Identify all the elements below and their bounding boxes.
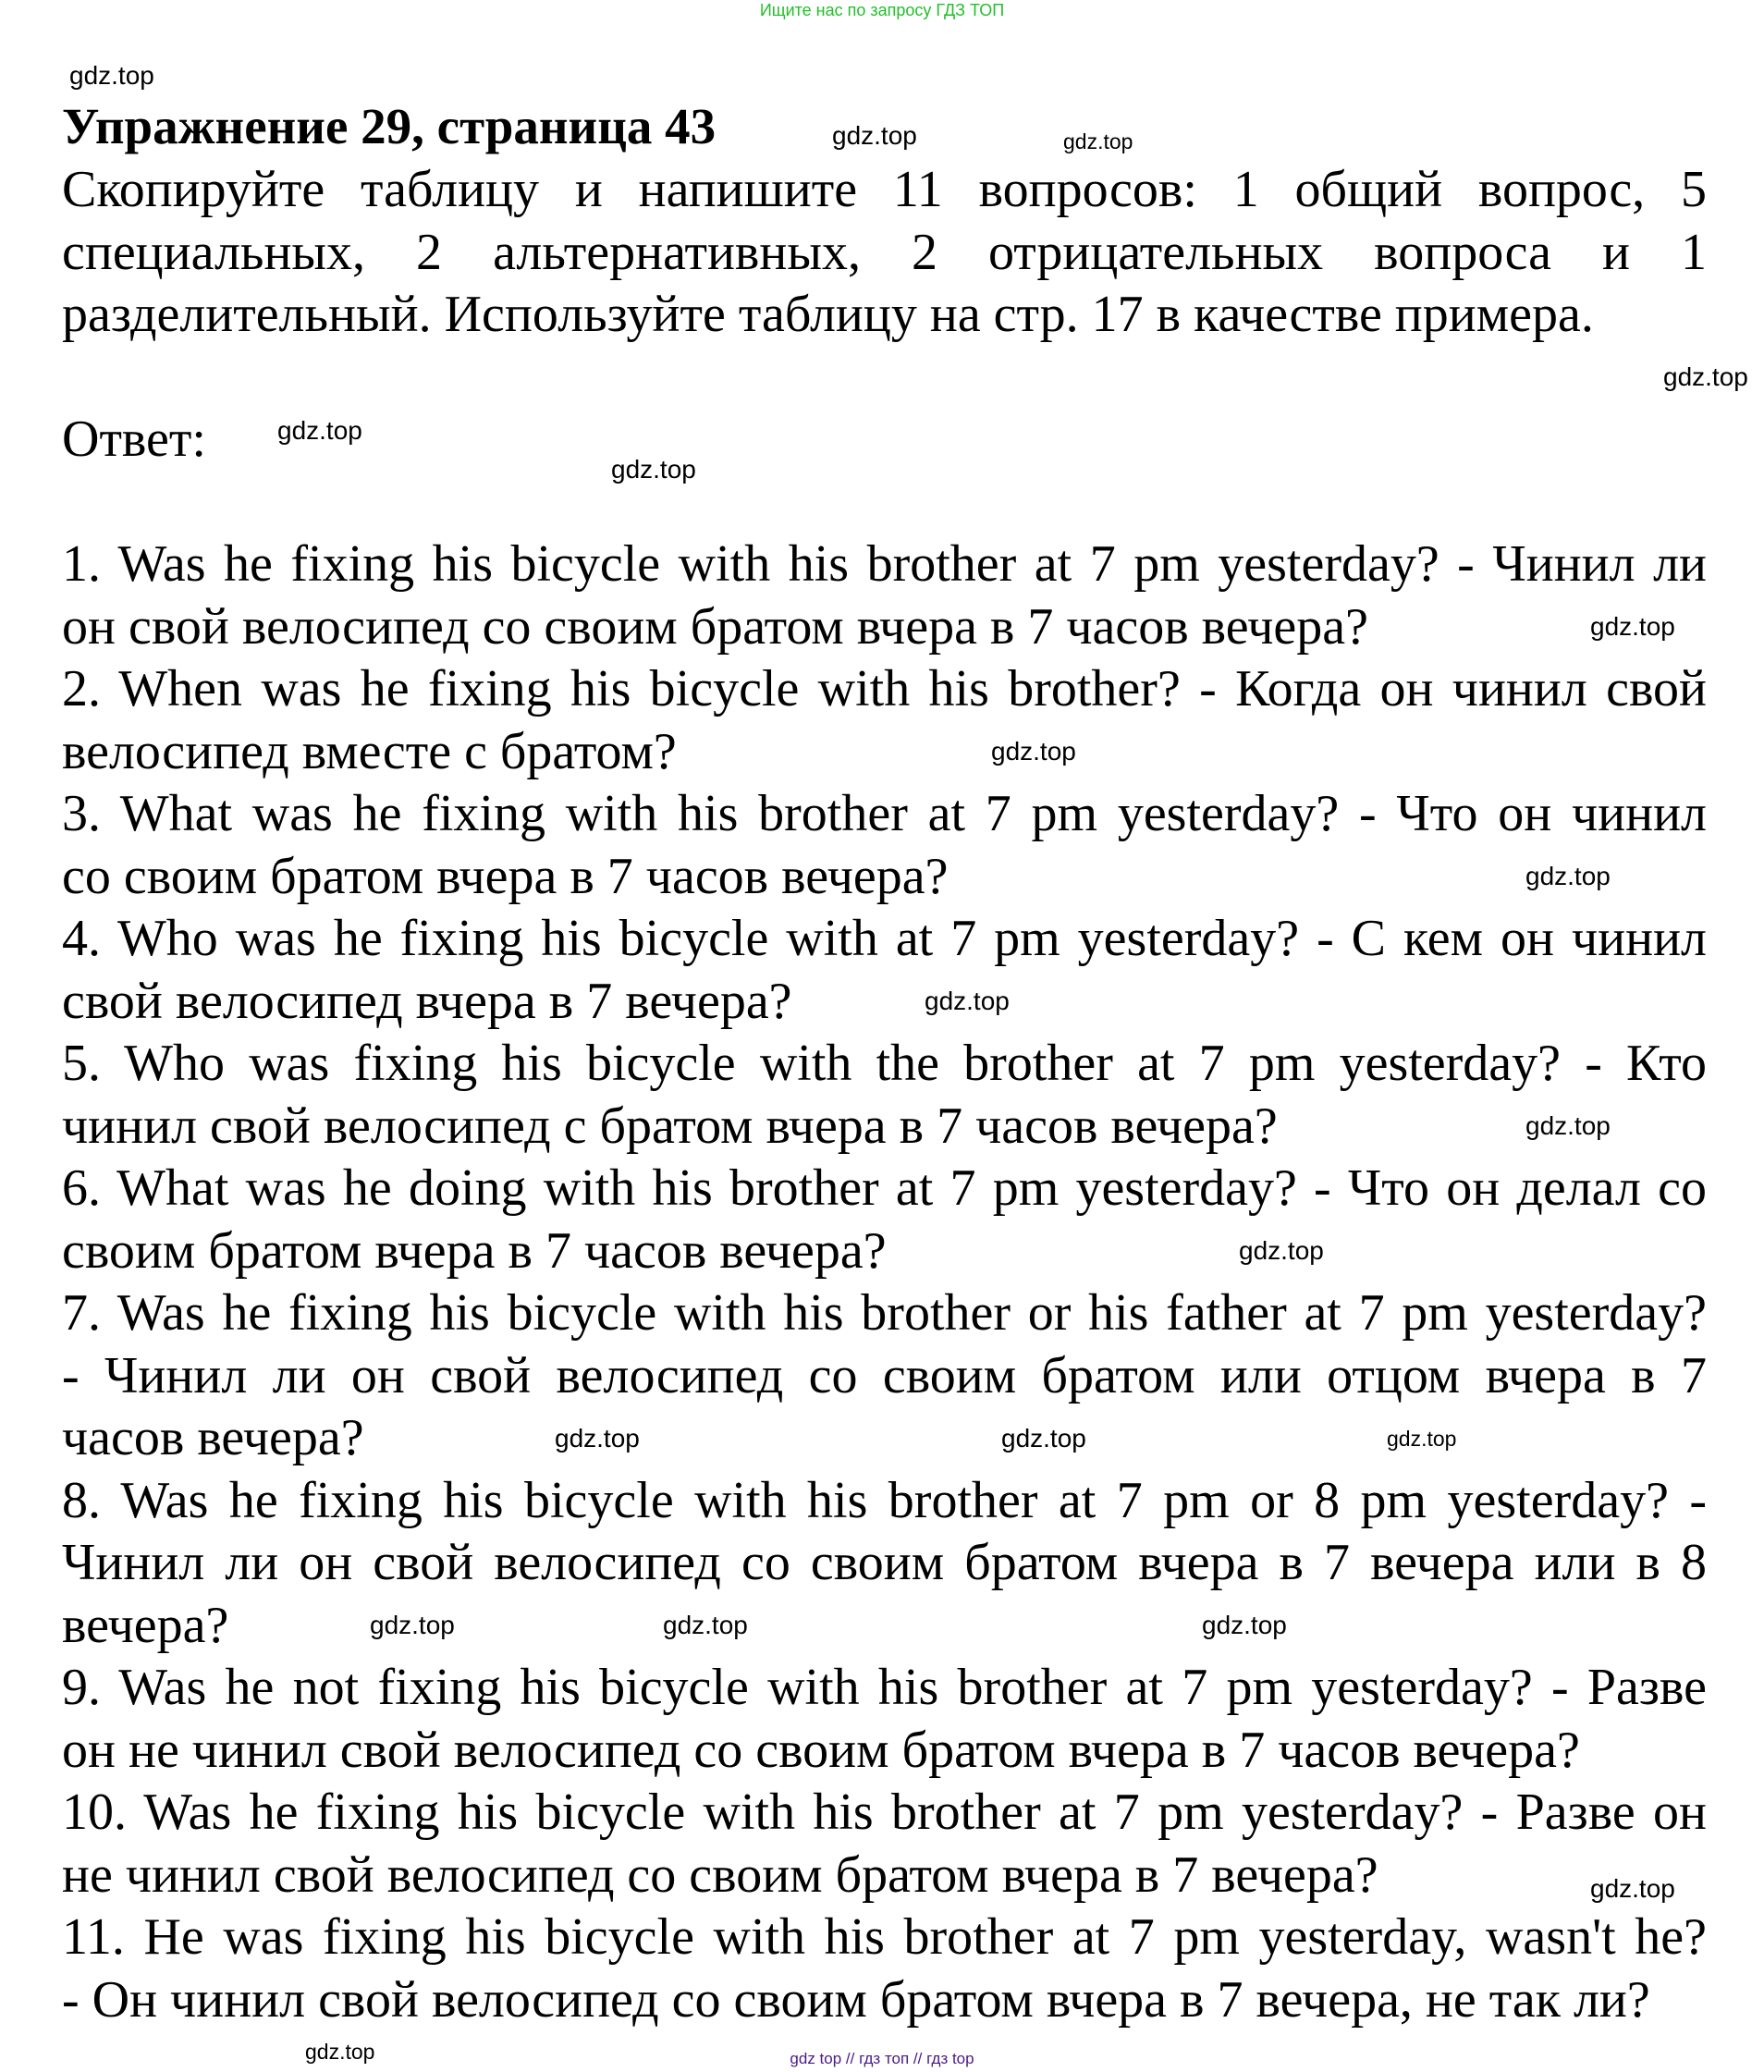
watermark-text: gdz.top bbox=[69, 61, 154, 90]
answer-item bbox=[62, 1906, 1707, 2031]
watermark-text: gdz.top bbox=[277, 416, 362, 445]
watermark-text: gdz.top bbox=[1202, 1611, 1287, 1639]
answer-line: 6. What was he doing with his brother at 7 pm yesterday? - Что он делал со bbox=[62, 1159, 1707, 1217]
answer-line: 3. What was he fixing with his brother at 7 pm yesterday? - Что он чинил bbox=[62, 785, 1707, 842]
answer-line: он свой велосипед со своим братом вчера в 7 часов вечера? bbox=[62, 597, 1368, 656]
answer-line: своим братом вчера в 7 часов вечера? bbox=[62, 1221, 887, 1280]
answer-item bbox=[62, 1033, 1707, 1158]
answer-line: вечера? bbox=[62, 1596, 229, 1654]
answer-line: 8. Was he fixing his bicycle with his brother at 7 pm or 8 pm yesterday? - bbox=[62, 1471, 1707, 1529]
answer-line: 4. Who was he fixing his bicycle with at 7 pm yesterday? - С кем он чинил bbox=[62, 910, 1707, 967]
task-text bbox=[62, 159, 1707, 347]
answer-line: чинил свой велосипед с братом вчера в 7 часов вечера? bbox=[62, 1097, 1278, 1155]
task-text-line: разделительный. Используйте таблицу на стр. 17 в качестве примера. bbox=[62, 286, 1594, 343]
watermark-text: gdz.top bbox=[370, 1611, 455, 1639]
watermark-text: gdz.top bbox=[925, 987, 1010, 1015]
answer-item bbox=[62, 1282, 1707, 1470]
watermark-text: gdz.top bbox=[663, 1611, 748, 1639]
answer-line: 7. Was he fixing his bicycle with his brother or his father at 7 pm yesterday? bbox=[62, 1284, 1707, 1342]
watermark-text: gdz.top bbox=[1239, 1236, 1324, 1265]
watermark-text: gdz.top bbox=[1590, 1874, 1675, 1903]
answer-label: Ответ: bbox=[62, 411, 206, 468]
answer-item bbox=[62, 908, 1707, 1033]
watermark-text: gdz.top bbox=[1590, 612, 1675, 641]
watermark-text: gdz.top bbox=[832, 121, 917, 150]
answer-line: 11. He was fixing his bicycle with his brother at 7 pm yesterday, wasn't he? bbox=[62, 1908, 1707, 1966]
answer-line: 9. Was he not fixing his bicycle with his brother at 7 pm yesterday? - Разве bbox=[62, 1659, 1707, 1716]
task-text-line: Скопируйте таблицу и напишите 11 вопросов: 1 общий вопрос, 5 bbox=[62, 161, 1707, 218]
answer-item bbox=[62, 1470, 1707, 1658]
answer-line: Чинил ли он свой велосипед со своим братом вчера в 7 вечера или в 8 bbox=[62, 1534, 1707, 1591]
answer-line: 1. Was he fixing his bicycle with his brother at 7 pm yesterday? - Чинил ли bbox=[62, 535, 1707, 593]
footer-links[interactable]: gdz top // гдз топ // гдз top bbox=[790, 2050, 974, 2067]
answer-line: со своим братом вчера в 7 часов вечера? bbox=[62, 847, 949, 905]
answer-item bbox=[62, 1782, 1707, 1906]
answer-line: свой велосипед вчера в 7 вечера? bbox=[62, 972, 792, 1030]
answer-item bbox=[62, 783, 1707, 908]
answer-line: - Он чинил свой велосипед со своим братом вчера в 7 вечера, не так ли? bbox=[62, 1970, 1650, 2029]
watermark-text: gdz.top bbox=[1001, 1424, 1086, 1453]
watermark-text: gdz.top bbox=[1525, 1111, 1611, 1140]
answer-line: 2. When was he fixing his bicycle with his brother? - Когда он чинил свой bbox=[62, 660, 1707, 717]
watermark-text: gdz.top bbox=[611, 455, 696, 484]
answer-line: - Чинил ли он свой велосипед со своим братом или отцом вчера в 7 bbox=[62, 1346, 1707, 1404]
watermark-text: gdz.top bbox=[1525, 862, 1611, 890]
watermark-text: gdz.top bbox=[991, 737, 1076, 766]
answer-item bbox=[62, 1158, 1707, 1282]
answer-line: часов вечера? bbox=[62, 1409, 364, 1466]
answer-item bbox=[62, 658, 1707, 783]
search-banner[interactable]: Ищите нас по запросу ГДЗ ТОП bbox=[759, 1, 1005, 19]
page-title: Упражнение 29, страница 43 bbox=[62, 98, 717, 154]
watermark-text: gdz.top bbox=[305, 2040, 375, 2064]
answer-item bbox=[62, 1657, 1707, 1782]
watermark-text: gdz.top bbox=[555, 1424, 640, 1453]
watermark-text: gdz.top bbox=[1063, 129, 1133, 153]
watermark-text: gdz.top bbox=[1663, 362, 1748, 391]
watermark-text: gdz.top bbox=[1387, 1427, 1457, 1451]
answer-list bbox=[62, 533, 1707, 2031]
answer-line: велосипед вместе с братом? bbox=[62, 722, 677, 780]
answer-line: он не чинил свой велосипед со своим братом вчера в 7 часов вечера? bbox=[62, 1721, 1580, 1779]
answer-line: не чинил свой велосипед со своим братом вчера в 7 вечера? bbox=[62, 1845, 1378, 1904]
task-text-line: специальных, 2 альтернативных, 2 отрицательных вопроса и 1 bbox=[62, 223, 1707, 281]
answer-line: 5. Who was fixing his bicycle with the brother at 7 pm yesterday? - Кто bbox=[62, 1035, 1707, 1092]
answer-item bbox=[62, 533, 1707, 658]
answer-line: 10. Was he fixing his bicycle with his brother at 7 pm yesterday? - Разве он bbox=[62, 1784, 1707, 1841]
